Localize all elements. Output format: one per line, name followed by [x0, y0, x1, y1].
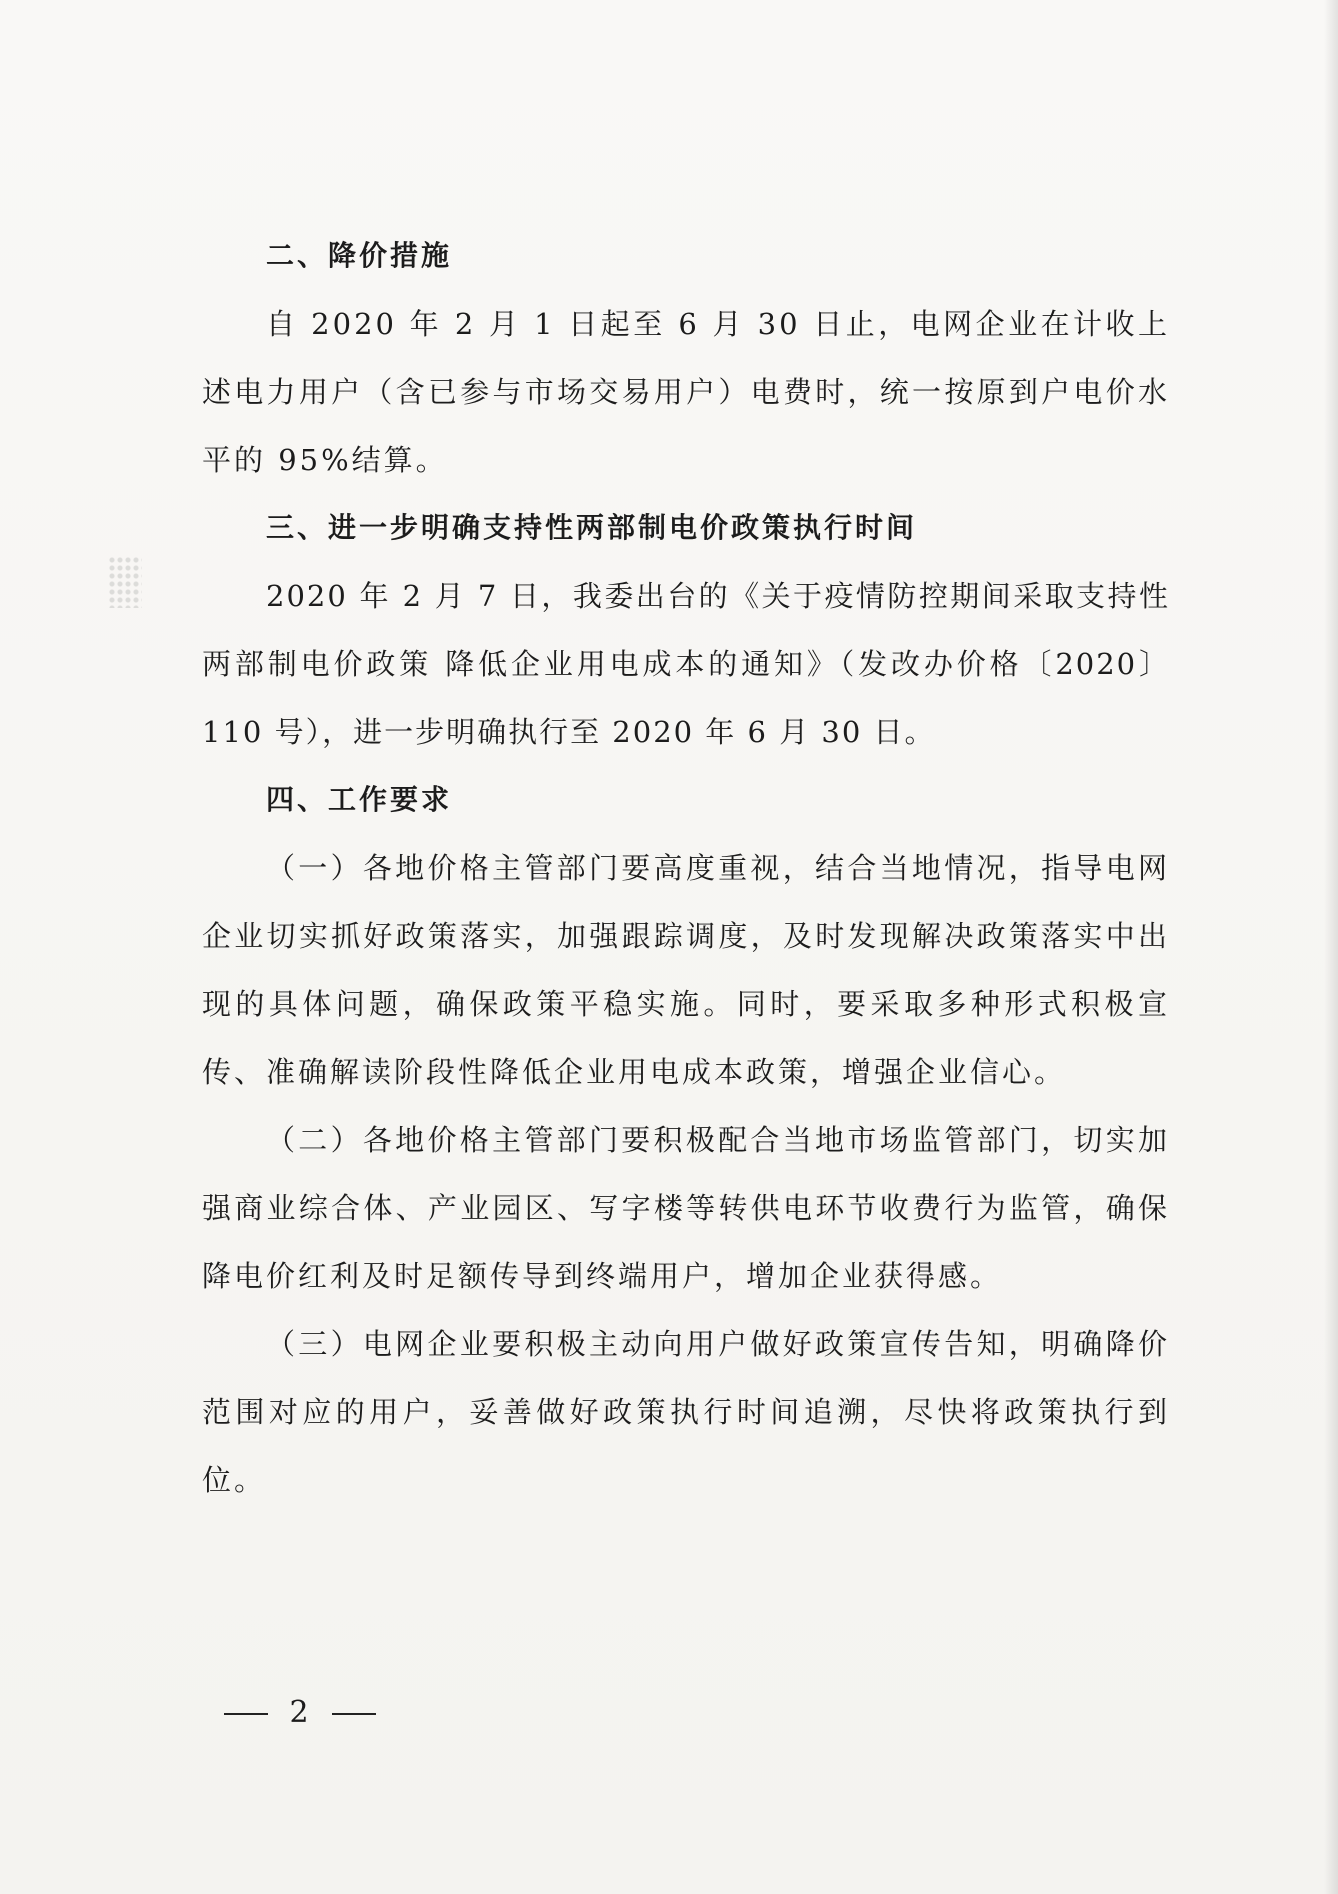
section-heading-price-reduction: 二、降价措施	[266, 239, 453, 272]
section-heading-two-part-tariff: 三、进一步明确支持性两部制电价政策执行时间	[266, 511, 918, 544]
scan-edge-shadow	[1324, 0, 1338, 1894]
page-number: 2	[289, 1695, 311, 1730]
requirement-item-2: （二）各地价格主管部门要积极配合当地市场监管部门，切实加强商业综合体、产业园区、写字楼等转供电环节收费行为监管，确保降电价红利及时足额传导到终端用户，增加企业获得感。	[202, 1123, 1170, 1293]
section-heading-work-requirements: 四、工作要求	[266, 783, 453, 816]
section-paragraph-two-part-tariff: 2020 年 2 月 7 日，我委出台的《关于疫情防控期间采取支持性两部制电价政策 降低企业用电成本的通知》（发改办价格〔2020〕110 号），进一步明确执行至 2020 年 6 月 30 日。	[202, 579, 1170, 749]
footer-dash-right	[332, 1713, 376, 1715]
requirement-item-1: （一）各地价格主管部门要高度重视，结合当地情况，指导电网企业切实抓好政策落实，加强跟踪调度，及时发现解决政策落实中出现的具体问题，确保政策平稳实施。同时，要采取多种形式积极宣传、准确解读阶段性降低企业用电成本政策，增强企业信心。	[202, 851, 1170, 1089]
scan-artifact	[108, 556, 142, 608]
page-number-footer	[214, 1695, 386, 1730]
document-body	[202, 222, 1170, 1514]
requirement-item-3: （三）电网企业要积极主动向用户做好政策宣传告知，明确降价范围对应的用户，妥善做好政策执行时间追溯，尽快将政策执行到位。	[202, 1327, 1170, 1497]
footer-dash-left	[224, 1713, 268, 1715]
section-paragraph-price-reduction: 自 2020 年 2 月 1 日起至 6 月 30 日止，电网企业在计收上述电力用户（含已参与市场交易用户）电费时，统一按原到户电价水平的 95%结算。	[202, 307, 1170, 477]
